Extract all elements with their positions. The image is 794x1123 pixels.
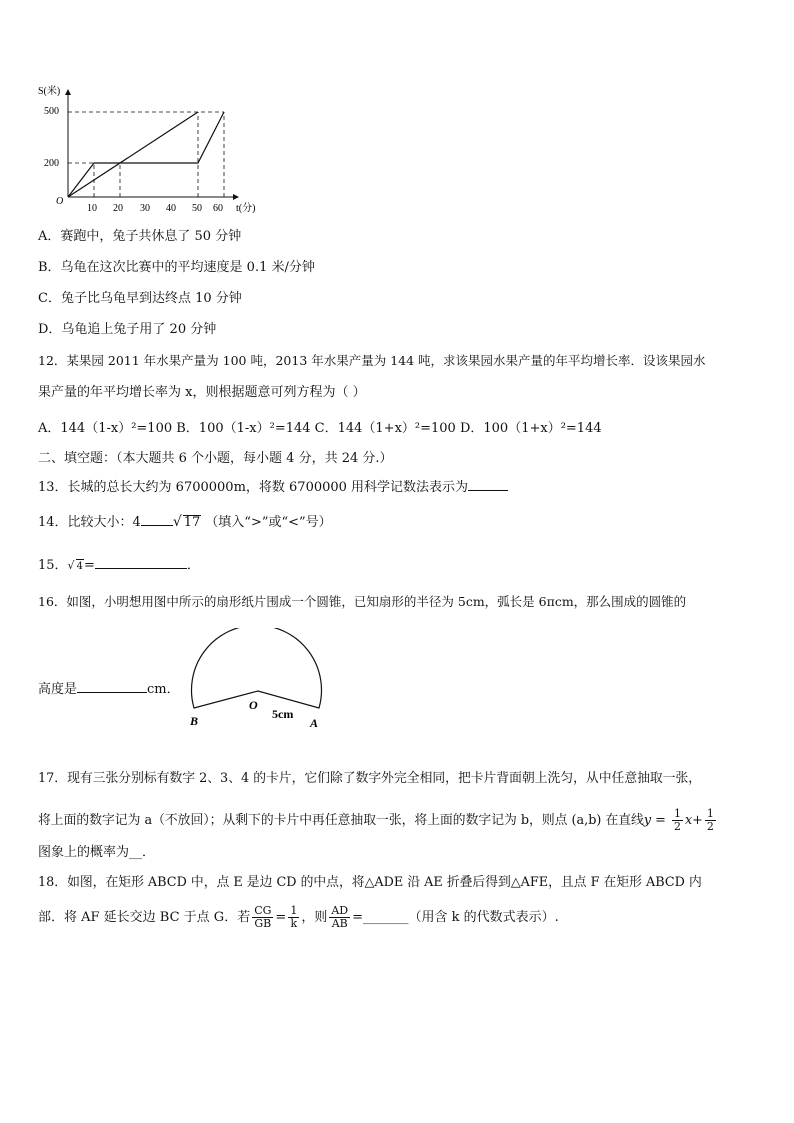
q13-answer-blank[interactable]	[468, 478, 508, 491]
x-tick-10: 10	[87, 203, 97, 214]
q18-answer-blank[interactable]: _______	[363, 910, 409, 925]
q13	[38, 478, 508, 497]
q16-line1: 16．如图，小明想用图中所示的扇形纸片围成一个圆锥，已知扇形的半径为 5cm，弧长是 6πcm，那么围成的圆锥的	[38, 594, 687, 609]
q12-line2: 果产量的年平均增长率为 x，则根据题意可列方程为（ ）	[38, 385, 366, 400]
series-line-1	[68, 112, 198, 197]
q16-answer-blank[interactable]	[77, 680, 147, 693]
q15-eq: =	[83, 558, 95, 573]
q16-line2	[38, 680, 180, 699]
q17-line2	[38, 806, 718, 836]
x-axis-label: t(分)	[236, 203, 256, 214]
label-radius: 5cm	[272, 707, 294, 721]
q15-radicand: 4	[76, 561, 83, 572]
label-o: O	[249, 698, 258, 712]
fraction-one-half-a	[672, 808, 683, 833]
x-tick-40: 40	[166, 203, 176, 214]
origin-label: O	[56, 196, 64, 207]
q18-line1: 18．如图，在矩形 ABCD 中，点 E 是边 CD 的中点，将△ADE 沿 AE 折叠后得到△AFE，且点 F 在矩形 ABCD 内	[38, 875, 702, 890]
q17-line1: 17．现有三张分别标有数字 2、3、4 的卡片，它们除了数字外完全相同，把卡片背面朝上洗匀，从中任意抽取一张，	[38, 771, 702, 786]
fraction-ad-ab	[329, 905, 350, 930]
x-tick-60: 60	[213, 203, 223, 214]
y-tick-200: 200	[44, 158, 59, 169]
fraction-one-half-b	[705, 808, 716, 833]
q18-line2-c: （用含 k 的代数式表示）.	[408, 910, 559, 925]
q15-end: ．	[186, 558, 200, 573]
q17-line3: 图象上的概率为__．	[38, 845, 156, 860]
series-line-0	[68, 112, 224, 197]
frac-den: k	[290, 917, 298, 930]
frac-den: GB	[254, 917, 272, 930]
frac-den: 2	[673, 820, 681, 833]
q11-option-d: D．乌龟追上兔子用了 20 分钟	[38, 322, 217, 337]
eq-x: x	[684, 813, 693, 828]
q11-option-a: A．赛跑中，兔子共休息了 50 分钟	[38, 229, 242, 244]
frac-num: 1	[290, 904, 298, 917]
eq1: =	[275, 910, 287, 925]
q14	[38, 513, 332, 532]
q18-line2-a: 部．将 AF 延长交边 BC 于点 G．若	[38, 910, 251, 925]
q18-line2-b: ，则	[301, 910, 328, 925]
frac-num: 1	[706, 807, 714, 820]
label-a: A	[310, 716, 319, 730]
y-axis-label: S(米)	[38, 86, 61, 97]
fraction-1-k	[288, 905, 299, 930]
y-tick-500: 500	[44, 106, 59, 117]
q15-answer-blank[interactable]	[95, 556, 187, 569]
q13-text: 13．长城的总长大约为 6700000m，将数 6700000 用科学记数法表示为	[38, 480, 469, 495]
distance-time-graph	[38, 80, 278, 220]
q14-prefix: 14．比较大小：4	[38, 515, 141, 530]
frac-num: 1	[673, 807, 681, 820]
label-b: B	[190, 714, 199, 728]
x-tick-30: 30	[140, 203, 150, 214]
q11-option-b: B．乌龟在这次比赛中的平均速度是 0.1 米/分钟	[38, 260, 315, 275]
q14-answer-blank[interactable]	[141, 513, 173, 526]
frac-den: 2	[706, 820, 714, 833]
fraction-cg-gb	[252, 905, 273, 930]
sqrt-symbol: √	[172, 514, 182, 530]
frac-num: CG	[254, 904, 272, 917]
q11-option-c: C．兔子比乌龟早到达终点 10 分钟	[38, 291, 242, 306]
q15-prefix: 15．	[38, 558, 68, 573]
x-tick-50: 50	[192, 203, 202, 214]
eq-equals: =	[651, 813, 670, 828]
frac-den: AB	[331, 917, 348, 930]
q12-options: A．144（1-x）²=100 B．100（1-x）²=144 C．144（1+x）²=100 D．100（1+x）²=144	[38, 421, 602, 436]
q14-radicand: 17	[183, 515, 201, 530]
q15	[38, 556, 200, 575]
eq-y: y	[643, 813, 652, 828]
q16-suffix: cm．	[147, 682, 180, 697]
eq-plus: +	[692, 813, 703, 828]
eq2: =	[352, 910, 364, 925]
section-2-heading: 二、填空题：（本大题共 6 个小题，每小题 4 分，共 24 分.）	[38, 451, 393, 466]
q14-suffix: （填入“>”或“<”号）	[205, 515, 332, 530]
frac-num: AD	[331, 904, 349, 917]
q17-line2-text: 将上面的数字记为 a（不放回）；从剩下的卡片中再任意抽取一张，将上面的数字记为 b，则点 (a,b) 在直线	[38, 813, 644, 828]
x-tick-20: 20	[113, 203, 123, 214]
sqrt-symbol: √	[67, 559, 75, 572]
q16-prefix: 高度是	[38, 682, 78, 697]
q18-line2	[38, 903, 559, 933]
sector-outline	[192, 628, 322, 708]
q12-line1: 12．某果园 2011 年水果产量为 100 吨，2013 年水果产量为 144 吨，求该果园水果产量的年平均增长率．设该果园水	[38, 353, 706, 368]
sector-figure	[180, 628, 340, 732]
